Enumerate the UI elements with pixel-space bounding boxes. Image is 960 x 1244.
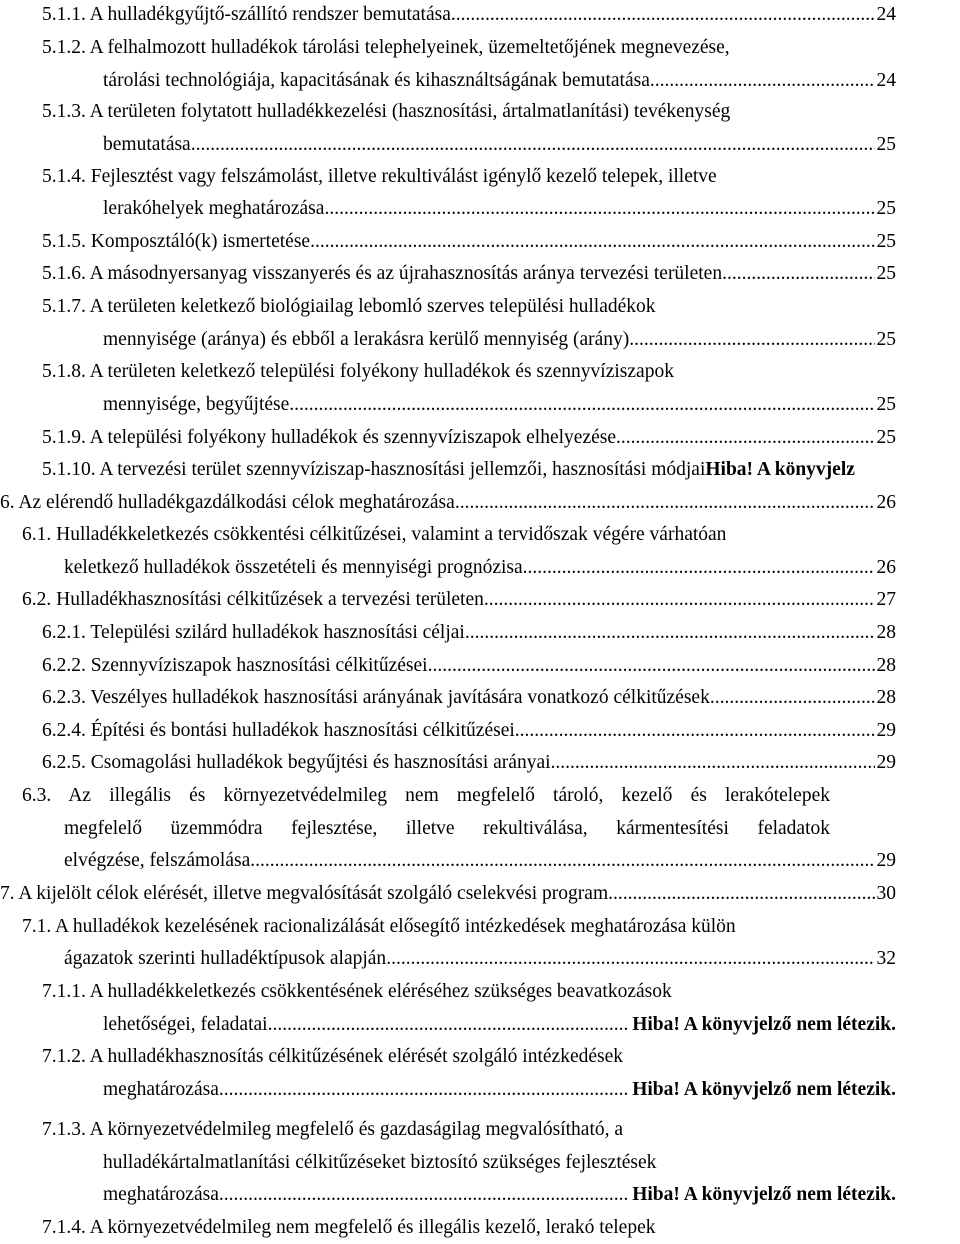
toc-page-number: 29	[876, 850, 896, 871]
toc-leader-dots	[523, 553, 875, 583]
toc-entry[interactable]	[42, 455, 960, 485]
toc-entry-text: 7.1.1. A hulladékkeletkezés csökkentésének eléréséhez szükséges beavatkozások	[42, 981, 672, 1002]
toc-entry-text: 6.3. Az illegális és környezetvédelmileg nem megfelelő tároló, kezelő és lerakótelepek	[22, 785, 830, 806]
toc-entry-continuation[interactable]	[103, 325, 896, 355]
toc-entry-text: megfelelő üzemmódra fejlesztése, illetve rekultiválása, kármentesítési feladatok	[64, 818, 830, 839]
toc-leader-dots	[268, 1010, 629, 1040]
toc-entry-text: elvégzése, felszámolása	[64, 850, 251, 871]
toc-entry-text: 6.2.1. Települési szilárd hulladékok hasznosítási céljai	[42, 622, 465, 643]
toc-entry[interactable]	[42, 977, 896, 1007]
bookmark-error-text: Hiba! A könyvjelző nem létezik.	[632, 1014, 896, 1035]
toc-entry[interactable]	[42, 748, 896, 778]
toc-page-number: 24	[876, 4, 896, 25]
toc-entry-text: keletkező hulladékok összetételi és mennyiségi prognózisa	[64, 557, 523, 578]
toc-entry[interactable]	[22, 912, 896, 942]
toc-leader-dots	[650, 66, 875, 96]
toc-entry[interactable]	[22, 585, 896, 615]
toc-page-number: 25	[876, 198, 896, 219]
toc-entry-continuation[interactable]	[103, 130, 896, 160]
toc-leader-dots	[219, 1075, 628, 1105]
toc-entry-text: 7.1.2. A hulladékhasznosítás célkitűzésének elérését szolgáló intézkedések	[42, 1046, 624, 1067]
toc-entry[interactable]	[22, 781, 830, 811]
toc-page-number: 26	[876, 557, 896, 578]
toc-leader-dots	[310, 227, 874, 257]
toc-entry[interactable]	[42, 259, 896, 289]
toc-entry-continuation[interactable]	[64, 846, 896, 876]
toc-entry-text: hulladékártalmatlanítási célkitűzéseket biztosító szükséges fejlesztések	[103, 1152, 657, 1173]
toc-entry-text: meghatározása	[103, 1079, 219, 1100]
toc-page-number: 25	[876, 394, 896, 415]
toc-entry[interactable]	[42, 97, 896, 127]
toc-entry-text: lehetőségei, feladatai	[103, 1014, 268, 1035]
toc-entry-text: 5.1.3. A területen folytatott hulladékkezelési (hasznosítási, ártalmatlanítási) tevékenység	[42, 101, 731, 122]
toc-entry[interactable]	[42, 423, 896, 453]
toc-entry-continuation[interactable]	[103, 1180, 896, 1210]
toc-entry-continuation[interactable]	[103, 1075, 896, 1105]
toc-leader-dots	[191, 130, 875, 160]
toc-entry-text: 6.2.5. Csomagolási hulladékok begyűjtési és hasznosítási arányai	[42, 752, 551, 773]
toc-entry-continuation[interactable]	[103, 194, 896, 224]
bookmark-error-text: Hiba! A könyvjelző nem létezik.	[632, 1079, 896, 1100]
toc-page-number: 26	[876, 492, 896, 513]
toc-entry-text: 6.2.4. Építési és bontási hulladékok hasznosítási célkitűzései	[42, 720, 515, 741]
toc-entry-continuation[interactable]	[103, 390, 896, 420]
toc-leader-dots	[289, 390, 874, 420]
toc-entry-text: 5.1.4. Fejlesztést vagy felszámolást, illetve rekultiválást igénylő kezelő telepek, illetve	[42, 166, 717, 187]
toc-entry[interactable]	[42, 357, 896, 387]
toc-entry-text: mennyisége, begyűjtése	[103, 394, 290, 415]
toc-entry-text: 5.1.7. A területen keletkező biológiailag lebomló szerves települési hulladékok	[42, 296, 656, 317]
toc-entry-text: bemutatása	[103, 134, 191, 155]
toc-entry-continuation[interactable]	[64, 944, 896, 974]
toc-entry[interactable]	[22, 520, 830, 550]
toc-entry-text: ágazatok szerinti hulladéktípusok alapján	[64, 948, 387, 969]
toc-leader-dots	[722, 259, 874, 289]
toc-entry-continuation[interactable]	[103, 1148, 896, 1178]
toc-entry[interactable]	[42, 618, 896, 648]
toc-leader-dots	[608, 879, 874, 909]
toc-entry[interactable]	[42, 227, 896, 257]
toc-entry[interactable]	[42, 1042, 896, 1072]
toc-page-number: 25	[876, 263, 896, 284]
toc-leader-dots	[219, 1180, 628, 1210]
toc-leader-dots	[324, 194, 874, 224]
toc-entry-continuation[interactable]	[64, 814, 830, 844]
toc-entry-text: 5.1.6. A másodnyersanyag visszanyerés és az újrahasznosítás aránya tervezési területen	[42, 263, 723, 284]
toc-leader-dots	[551, 748, 875, 778]
toc-entry[interactable]	[42, 292, 896, 322]
toc-entry-text: 7.1.3. A környezetvédelmileg megfelelő és gazdaságilag megvalósítható, a	[42, 1119, 624, 1140]
toc-entry-text: 5.1.10. A tervezési terület szennyvíziszap-hasznosítási jellemzői, hasznosítási módjai	[42, 459, 706, 480]
toc-leader-dots	[484, 585, 875, 615]
toc-entry-text: 6.2.2. Szennyvíziszapok hasznosítási célkitűzései	[42, 655, 428, 676]
toc-entry[interactable]	[0, 879, 896, 909]
toc-entry[interactable]	[42, 33, 896, 63]
toc-entry-text: mennyisége (aránya) és ebből a lerakásra kerülő mennyiség (arány)	[103, 329, 630, 350]
toc-entry[interactable]	[42, 1213, 896, 1243]
toc-leader-dots	[616, 423, 874, 453]
toc-entry-text: tárolási technológiája, kapacitásának és kihasználtságának bemutatása	[103, 70, 650, 91]
toc-entry[interactable]	[42, 0, 896, 30]
toc-page-number: 30	[876, 883, 896, 904]
toc-entry[interactable]	[42, 162, 896, 192]
toc-page-number: 28	[876, 622, 896, 643]
bookmark-error-text: Hiba! A könyvjelző nem létezik.	[632, 1184, 896, 1205]
toc-page-number: 25	[876, 231, 896, 252]
toc-leader-dots	[451, 0, 875, 30]
toc-entry-text: 5.1.5. Komposztáló(k) ismertetése	[42, 231, 311, 252]
toc-page-number: 25	[876, 427, 896, 448]
toc-entry[interactable]	[42, 1115, 896, 1145]
toc-page-number: 28	[876, 687, 896, 708]
toc-entry-continuation[interactable]	[103, 66, 896, 96]
toc-entry-text: meghatározása	[103, 1184, 219, 1205]
toc-entry-continuation[interactable]	[103, 1010, 896, 1040]
toc-leader-dots	[629, 325, 874, 355]
toc-page-number: 32	[876, 948, 896, 969]
toc-leader-dots	[250, 846, 874, 876]
toc-entry-text: 7.1.4. A környezetvédelmileg nem megfelelő és illegális kezelő, lerakó telepek	[42, 1217, 656, 1238]
toc-entry-text: lerakóhelyek meghatározása	[103, 198, 325, 219]
toc-leader-dots	[455, 488, 875, 518]
toc-entry[interactable]	[42, 651, 896, 681]
toc-entry-text: 6.2. Hulladékhasznosítási célkitűzések a tervezési területen	[22, 589, 484, 610]
toc-entry-text: 7.1. A hulladékok kezelésének racionalizálását elősegítő intézkedések meghatározása külön	[22, 916, 736, 937]
toc-page-number: 29	[876, 752, 896, 773]
toc-leader-dots	[465, 618, 875, 648]
toc-entry-text: 5.1.1. A hulladékgyűjtő-szállító rendszer bemutatása	[42, 4, 451, 25]
toc-entry-text: 5.1.9. A települési folyékony hulladékok és szennyvíziszapok elhelyezése	[42, 427, 617, 448]
toc-entry-text: 5.1.8. A területen keletkező települési folyékony hulladékok és szennyvíziszapok	[42, 361, 674, 382]
toc-page-number: 28	[876, 655, 896, 676]
toc-page-number: 25	[876, 134, 896, 155]
toc-page-number: 25	[876, 329, 896, 350]
toc-leader-dots	[515, 716, 875, 746]
toc-entry-text: 6. Az elérendő hulladékgazdálkodási célok meghatározása	[0, 492, 455, 513]
toc-leader-dots	[386, 944, 874, 974]
toc-page-number: 29	[876, 720, 896, 741]
toc-entry-text: 6.1. Hulladékkeletkezés csökkentési célkitűzései, valamint a tervidőszak végére várhatóan	[22, 524, 727, 545]
toc-leader-dots	[428, 651, 875, 681]
toc-page-number: 24	[876, 70, 896, 91]
toc-entry[interactable]	[0, 488, 896, 518]
toc-entry-text: 5.1.2. A felhalmozott hulladékok tárolási telephelyeinek, üzemeltetőjének megnevezése,	[42, 37, 730, 58]
toc-entry[interactable]	[42, 716, 896, 746]
toc-entry-text: 7. A kijelölt célok elérését, illetve megvalósítását szolgáló cselekvési program	[0, 883, 609, 904]
toc-entry-continuation[interactable]	[64, 553, 896, 583]
toc-entry-text: 6.2.3. Veszélyes hulladékok hasznosítási arányának javítására vonatkozó célkitűzések	[42, 687, 710, 708]
toc-page-number: 27	[876, 589, 896, 610]
toc-leader-dots	[710, 683, 875, 713]
bookmark-error-text: Hiba! A könyvjelz	[705, 459, 855, 480]
toc-entry[interactable]	[42, 683, 896, 713]
